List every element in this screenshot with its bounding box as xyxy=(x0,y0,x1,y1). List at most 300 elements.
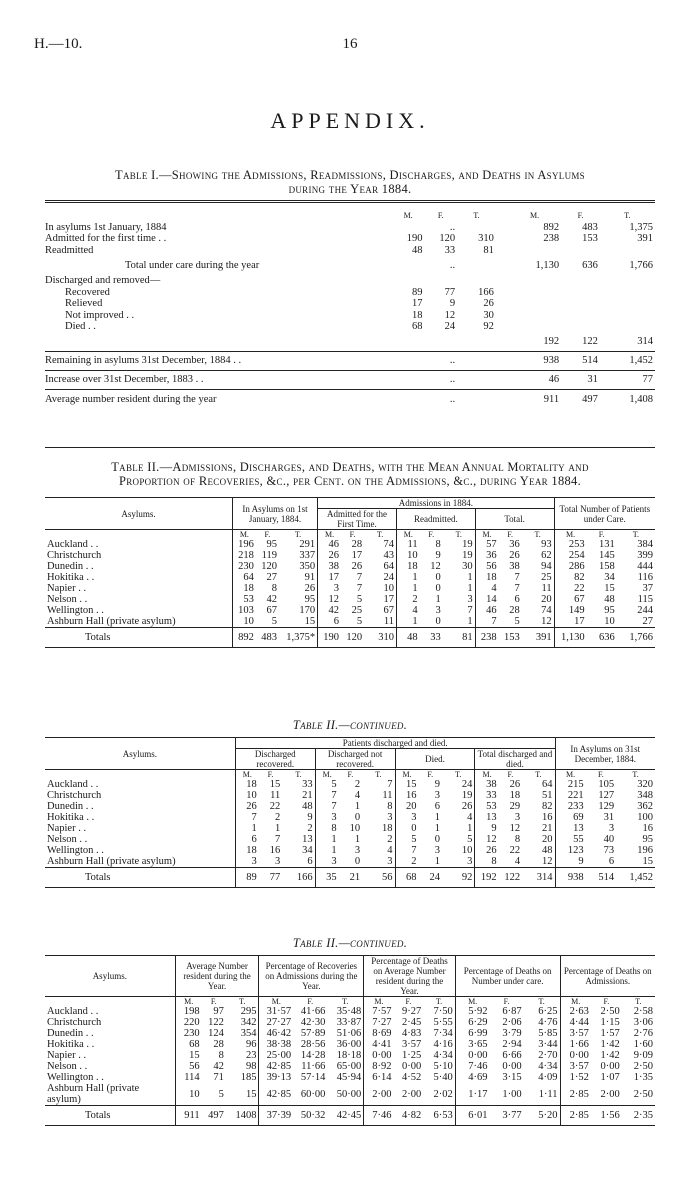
asylum-name: Napier . . xyxy=(47,583,87,594)
asylum-name: Hokitika . . xyxy=(47,1039,95,1050)
col-sex-header: F. xyxy=(405,997,412,1006)
cell: 116 xyxy=(637,572,653,583)
cell: 6·87 xyxy=(502,1006,522,1017)
cell xyxy=(600,245,655,257)
total-cell: 6·01 xyxy=(455,1106,489,1126)
cell: 95 xyxy=(604,605,615,616)
cell: 26 xyxy=(475,845,499,856)
cell xyxy=(424,275,457,287)
cell: 28 xyxy=(351,539,363,550)
cell: 636 xyxy=(582,259,598,271)
asylum-name: Dunedin . . xyxy=(47,801,94,812)
cell: 1·35 xyxy=(633,1072,653,1083)
table1-row xyxy=(45,390,655,409)
col-sex-header: F. xyxy=(267,770,274,779)
cell: 3·57 xyxy=(560,1028,591,1039)
table1-caption: Table I.—Showing the Admissions, Readmissions, Discharges, and Deaths in Asylums during the Year 1884. xyxy=(115,168,585,196)
cell: 286 xyxy=(554,561,587,572)
cell: 1 xyxy=(467,616,473,627)
cell: 48 xyxy=(542,845,553,856)
cell: 3·57 xyxy=(402,1039,422,1050)
cell: 4·52 xyxy=(402,1072,422,1083)
cell: 67 xyxy=(554,594,587,605)
cell: 1 xyxy=(354,801,361,812)
total-cell: 314 xyxy=(536,872,553,883)
cell: 123 xyxy=(555,845,586,856)
col-sex-header: F. xyxy=(503,997,510,1006)
cell: 22 xyxy=(554,583,587,594)
cell: 3 xyxy=(514,812,521,823)
cell: 1·66 xyxy=(560,1039,591,1050)
cell: 50·00 xyxy=(336,1088,362,1100)
row-label: Remaining in asylums 31st December, 1884 . . xyxy=(45,355,242,367)
cell: .. xyxy=(449,374,456,386)
cell: 17 xyxy=(411,298,423,309)
cell: 67 xyxy=(266,605,277,616)
cell: 56 xyxy=(175,1061,201,1072)
cell: 2·00 xyxy=(600,1088,620,1100)
cell: 12 xyxy=(541,616,552,627)
col-sex-header: T. xyxy=(375,770,382,779)
cell: 17 xyxy=(383,594,395,605)
asylum-name: Wellington . . xyxy=(47,1072,104,1083)
cell: 483 xyxy=(582,221,598,233)
table-row xyxy=(45,823,655,834)
cell: 97 xyxy=(213,1006,224,1017)
cell: 2 xyxy=(307,823,313,834)
cell: 6·25 xyxy=(538,1006,558,1017)
table1-row xyxy=(45,275,655,287)
cell: 354 xyxy=(240,1028,257,1039)
cell: 2 xyxy=(395,856,418,868)
cell xyxy=(392,352,425,371)
cell: 7·46 xyxy=(455,1061,489,1072)
cell: 158 xyxy=(598,561,615,572)
cell: 938 xyxy=(543,355,560,367)
cell: 8 xyxy=(475,856,499,868)
cell: 2·63 xyxy=(560,1006,591,1017)
asylum-name: Dunedin . . xyxy=(47,1028,94,1039)
total-cell: 1·56 xyxy=(600,1110,620,1121)
table-row xyxy=(45,1039,655,1050)
cell: 6 xyxy=(235,834,258,845)
cell: 7 xyxy=(514,583,520,594)
cell: 18 xyxy=(475,572,498,583)
cell: 2·50 xyxy=(600,1006,620,1017)
cell: 21 xyxy=(302,790,313,801)
total-cell: 938 xyxy=(555,868,586,888)
cell: 28 xyxy=(509,605,520,616)
table-row xyxy=(45,1050,655,1061)
cell: 215 xyxy=(555,779,586,790)
cell: 24 xyxy=(444,321,456,332)
col-sex-header: M. xyxy=(235,770,258,780)
cell: 253 xyxy=(554,539,587,550)
table1-row xyxy=(45,333,655,352)
cell: 16 xyxy=(269,845,281,856)
cell: 1 xyxy=(434,823,440,834)
cell: 1·17 xyxy=(455,1083,489,1106)
asylum-name: Hokitika . . xyxy=(47,572,95,583)
cell: 93 xyxy=(541,539,552,550)
cell: 5 xyxy=(514,616,520,627)
cell: 233 xyxy=(555,801,586,812)
cell: 1 xyxy=(467,572,473,583)
cell: 28 xyxy=(213,1039,224,1050)
cell: 2 xyxy=(387,834,393,845)
total-cell: 92 xyxy=(461,872,473,883)
cell: 100 xyxy=(637,812,653,823)
col-sex-header: F. xyxy=(428,530,435,539)
cell: 31·57 xyxy=(259,1006,293,1017)
table1-row xyxy=(45,233,655,245)
cell xyxy=(600,298,655,310)
total-cell: 37·39 xyxy=(259,1106,293,1126)
row-label xyxy=(45,333,392,352)
col-sex-header: F. xyxy=(598,530,605,539)
cell: 5 xyxy=(218,1088,224,1100)
cell: 3 xyxy=(434,790,440,801)
cell: .. xyxy=(449,221,456,233)
total-cell: 483 xyxy=(261,632,277,643)
cell: 198 xyxy=(175,1006,201,1017)
cell: 39·13 xyxy=(259,1072,293,1083)
cell: 12 xyxy=(475,834,499,845)
cell: 5·40 xyxy=(433,1072,453,1083)
total-cell: 35 xyxy=(315,868,338,888)
col-sex-header: M. xyxy=(555,770,586,780)
cell: 3 xyxy=(395,812,418,823)
cell: 4·41 xyxy=(364,1039,394,1050)
col-asylums: Asylums. xyxy=(122,748,158,759)
cell: 1 xyxy=(434,812,440,823)
asylum-name: Hokitika . . xyxy=(47,812,95,823)
cell: 1·11 xyxy=(538,1088,558,1100)
cell xyxy=(600,275,655,287)
total-cell: 77 xyxy=(269,872,281,883)
cell xyxy=(600,310,655,322)
cell: 11 xyxy=(382,790,393,801)
cell: 0 xyxy=(395,823,418,834)
cell: 12 xyxy=(430,561,441,572)
cell: 7·57 xyxy=(364,1006,394,1017)
cell: 362 xyxy=(637,801,653,812)
cell: 18 xyxy=(235,845,258,856)
totals-row xyxy=(45,1106,655,1126)
cell: 1·07 xyxy=(600,1072,620,1083)
cell: 3 xyxy=(467,594,473,605)
cell: 8·69 xyxy=(364,1028,394,1039)
cell: 7 xyxy=(356,583,363,594)
cell: 3·15 xyxy=(502,1072,522,1083)
cell: 10 xyxy=(175,1083,201,1106)
cell: 13 xyxy=(475,812,499,823)
cell: 15 xyxy=(304,616,316,627)
asylum-name: Wellington . . xyxy=(47,605,104,616)
table2-caption: Table II.—Admissions, Discharges, and Deaths, with the Mean Annual Mortality and Proportion of Recoveries, &c., per Cent. on the Admissions, &c., during Year 1884. xyxy=(111,460,589,488)
cell: 15 xyxy=(269,779,281,790)
cell: 37 xyxy=(642,583,653,594)
cell: 9·09 xyxy=(633,1050,653,1061)
table2b-caption: Table II.—continued. xyxy=(292,718,408,732)
cell: 91 xyxy=(304,572,316,583)
cell: 122 xyxy=(208,1017,224,1028)
cell: 190 xyxy=(406,233,423,244)
total-cell: 122 xyxy=(504,872,521,883)
cell: 38 xyxy=(318,561,341,572)
cell: 2·06 xyxy=(502,1017,522,1028)
cell: 95 xyxy=(266,539,277,550)
cell: 81 xyxy=(483,244,494,256)
col-pct-recoveries: Percentage of Recoveries on Admissions during the Year. xyxy=(259,956,364,997)
cell: 12 xyxy=(318,594,341,605)
cell xyxy=(392,275,425,287)
cell: 3 xyxy=(467,856,473,867)
cell: 17 xyxy=(351,550,363,561)
cell: 69 xyxy=(555,812,586,823)
col-sex-header: T. xyxy=(473,211,480,220)
cell: 38 xyxy=(509,561,520,572)
cell: 56 xyxy=(475,561,498,572)
cell: 23 xyxy=(245,1050,257,1061)
cell: 7 xyxy=(315,801,338,812)
table-row xyxy=(45,1006,655,1017)
cell: 1 xyxy=(435,594,441,605)
col-sex-header: T. xyxy=(342,997,349,1006)
total-cell: 1,375* xyxy=(286,632,316,643)
cell: 1·42 xyxy=(600,1050,620,1061)
total-cell: 24 xyxy=(429,872,440,883)
cell: 13 xyxy=(302,834,313,845)
cell: 51·06 xyxy=(336,1028,362,1039)
cell: 230 xyxy=(232,561,255,572)
cell: 291 xyxy=(299,539,316,550)
row-label: Average number resident during the year xyxy=(45,393,217,405)
col-patients-discharged: Patients discharged and died. xyxy=(235,738,555,749)
table-row xyxy=(45,594,655,605)
cell: 0·00 xyxy=(402,1061,422,1072)
cell: 68 xyxy=(175,1039,201,1050)
cell xyxy=(392,222,425,234)
total-cell: 514 xyxy=(598,872,615,883)
cell: 9 xyxy=(307,812,313,823)
cell: 5·92 xyxy=(455,1006,489,1017)
table1-row xyxy=(45,321,655,333)
cell: 4·83 xyxy=(402,1028,422,1039)
table2 xyxy=(45,497,655,648)
cell: 7 xyxy=(387,779,393,790)
cell: 1 xyxy=(315,845,338,856)
cell: 42·85 xyxy=(259,1083,293,1106)
col-sex-header: T. xyxy=(635,997,642,1006)
col-sex-header: M. xyxy=(554,530,587,540)
total-cell: 190 xyxy=(318,628,341,648)
cell: 8·92 xyxy=(364,1061,394,1072)
cell: 26 xyxy=(483,298,494,309)
cell: 7 xyxy=(356,572,363,583)
cell: 2·70 xyxy=(538,1050,558,1061)
cell: 0·00 xyxy=(455,1050,489,1061)
cell: 5 xyxy=(315,779,338,790)
cell: 89 xyxy=(411,286,423,298)
totals-row xyxy=(45,868,655,888)
cell: 57 xyxy=(475,539,498,550)
cell: 2·76 xyxy=(633,1028,653,1039)
total-cell: 1,766 xyxy=(629,632,653,643)
col-sex-header: M. xyxy=(530,211,540,220)
asylum-name: Christchurch xyxy=(47,550,102,561)
cell: .. xyxy=(449,355,456,367)
cell: 65·00 xyxy=(336,1061,362,1072)
cell: 9 xyxy=(555,856,586,868)
cell: 4·44 xyxy=(560,1017,591,1028)
cell: 4·34 xyxy=(538,1061,558,1072)
cell: 30 xyxy=(462,561,473,572)
cell: 33 xyxy=(475,790,499,801)
col-sex-header: M. xyxy=(475,770,499,780)
asylum-name: Nelson . . xyxy=(47,594,88,605)
cell: 5·55 xyxy=(433,1017,453,1028)
cell: 42 xyxy=(266,594,277,605)
cell: 2·94 xyxy=(502,1039,522,1050)
col-sex-header: T. xyxy=(455,770,462,779)
cell: 31 xyxy=(587,374,598,386)
table1-row xyxy=(45,298,655,310)
cell: 384 xyxy=(637,539,653,550)
cell: 25 xyxy=(541,572,552,583)
cell: 77 xyxy=(642,374,653,386)
cell: 8 xyxy=(435,539,441,550)
cell: 196 xyxy=(232,539,255,550)
cell: 310 xyxy=(478,233,494,244)
total-cell: 192 xyxy=(475,868,499,888)
col-in-asylums: In Asylums on 1st January, 1884. xyxy=(232,498,317,530)
cell: 15 xyxy=(604,583,615,594)
cell: 57·14 xyxy=(300,1072,326,1083)
total-cell: 56 xyxy=(382,872,393,883)
cell: 7 xyxy=(395,845,418,856)
cell: 18 xyxy=(509,790,521,801)
table-separator xyxy=(45,447,655,448)
cell: 48 xyxy=(302,801,313,812)
cell: 14 xyxy=(475,594,498,605)
total-cell: 33 xyxy=(430,632,441,643)
cell xyxy=(392,256,425,275)
cell: 82 xyxy=(554,572,587,583)
total-cell: 391 xyxy=(535,632,552,643)
cell: 25·00 xyxy=(259,1050,293,1061)
total-cell: 68 xyxy=(395,868,418,888)
cell: 11 xyxy=(541,583,552,594)
cell: 7 xyxy=(467,605,473,616)
table-row xyxy=(45,1061,655,1072)
cell: 33 xyxy=(444,244,456,256)
cell: 114 xyxy=(175,1072,201,1083)
row-label: Readmitted xyxy=(45,244,94,256)
table-row xyxy=(45,790,655,801)
cell xyxy=(457,222,496,234)
cell: 230 xyxy=(175,1028,201,1039)
cell: 27 xyxy=(642,616,653,627)
row-label: Recovered xyxy=(65,286,110,298)
col-asylums: Asylums. xyxy=(92,971,127,981)
cell: 15 xyxy=(245,1088,257,1100)
cell: 12 xyxy=(542,856,553,867)
cell: 33 xyxy=(302,779,313,790)
col-sex-header: M. xyxy=(364,997,394,1007)
cell: 17 xyxy=(554,616,587,628)
cell xyxy=(457,333,496,352)
cell: 9 xyxy=(434,779,440,790)
cell: 10 xyxy=(349,823,361,834)
cell: 129 xyxy=(598,801,615,812)
cell: 3 xyxy=(354,845,361,856)
cell: 196 xyxy=(637,845,653,856)
cell: 16 xyxy=(642,823,653,834)
cell: 55 xyxy=(555,834,586,845)
cell: 105 xyxy=(598,779,615,790)
table1-row xyxy=(45,256,655,275)
col-average-number: Average Number resident during the Year. xyxy=(175,956,259,997)
cell xyxy=(457,352,496,371)
cell: 18 xyxy=(382,823,393,834)
asylum-name: Nelson . . xyxy=(47,834,88,845)
cell: 1 xyxy=(354,834,361,845)
cell: 1 xyxy=(467,823,473,834)
cell xyxy=(561,310,600,322)
cell: 1,408 xyxy=(629,393,653,405)
cell: 6 xyxy=(318,616,341,628)
cell: 7 xyxy=(514,572,520,583)
cell: 2·45 xyxy=(402,1017,422,1028)
cell: 348 xyxy=(637,790,653,801)
cell: 6 xyxy=(307,856,313,867)
cell: 11 xyxy=(397,539,420,550)
col-sex-header: T. xyxy=(624,211,631,220)
col-in-asylums-dec: In Asylums on 31st December, 1884. xyxy=(555,738,655,770)
table-row xyxy=(45,779,655,790)
col-sex-header: M. xyxy=(560,997,591,1007)
cell: 314 xyxy=(637,336,653,347)
cell: 16 xyxy=(395,790,418,801)
table-row xyxy=(45,812,655,823)
col-sex-header: F. xyxy=(597,770,604,779)
cell: 45·94 xyxy=(336,1072,362,1083)
total-cell: 1,452 xyxy=(629,872,653,883)
cell: 185 xyxy=(240,1072,257,1083)
cell: 145 xyxy=(598,550,615,561)
col-pct-deaths-care: Percentage of Deaths on Number under care. xyxy=(455,956,560,997)
cell: 18 xyxy=(232,583,255,594)
cell: 514 xyxy=(582,355,598,367)
table-row xyxy=(45,1028,655,1039)
cell: 0 xyxy=(354,856,361,867)
cell: 46 xyxy=(548,374,560,386)
asylum-name: Christchurch xyxy=(47,790,102,801)
row-label: Died . . xyxy=(65,321,96,332)
cell: 10 xyxy=(604,616,615,627)
cell: 9 xyxy=(449,298,456,309)
cell: 24 xyxy=(461,779,473,790)
cell: 3·57 xyxy=(560,1061,591,1072)
row-label: Not improved . . xyxy=(65,309,135,321)
cell: 4 xyxy=(387,845,393,856)
cell: 6·99 xyxy=(455,1028,489,1039)
cell xyxy=(508,287,561,299)
cell: 27 xyxy=(266,572,277,583)
cell: 7 xyxy=(315,790,338,801)
total-cell: 120 xyxy=(346,632,363,643)
